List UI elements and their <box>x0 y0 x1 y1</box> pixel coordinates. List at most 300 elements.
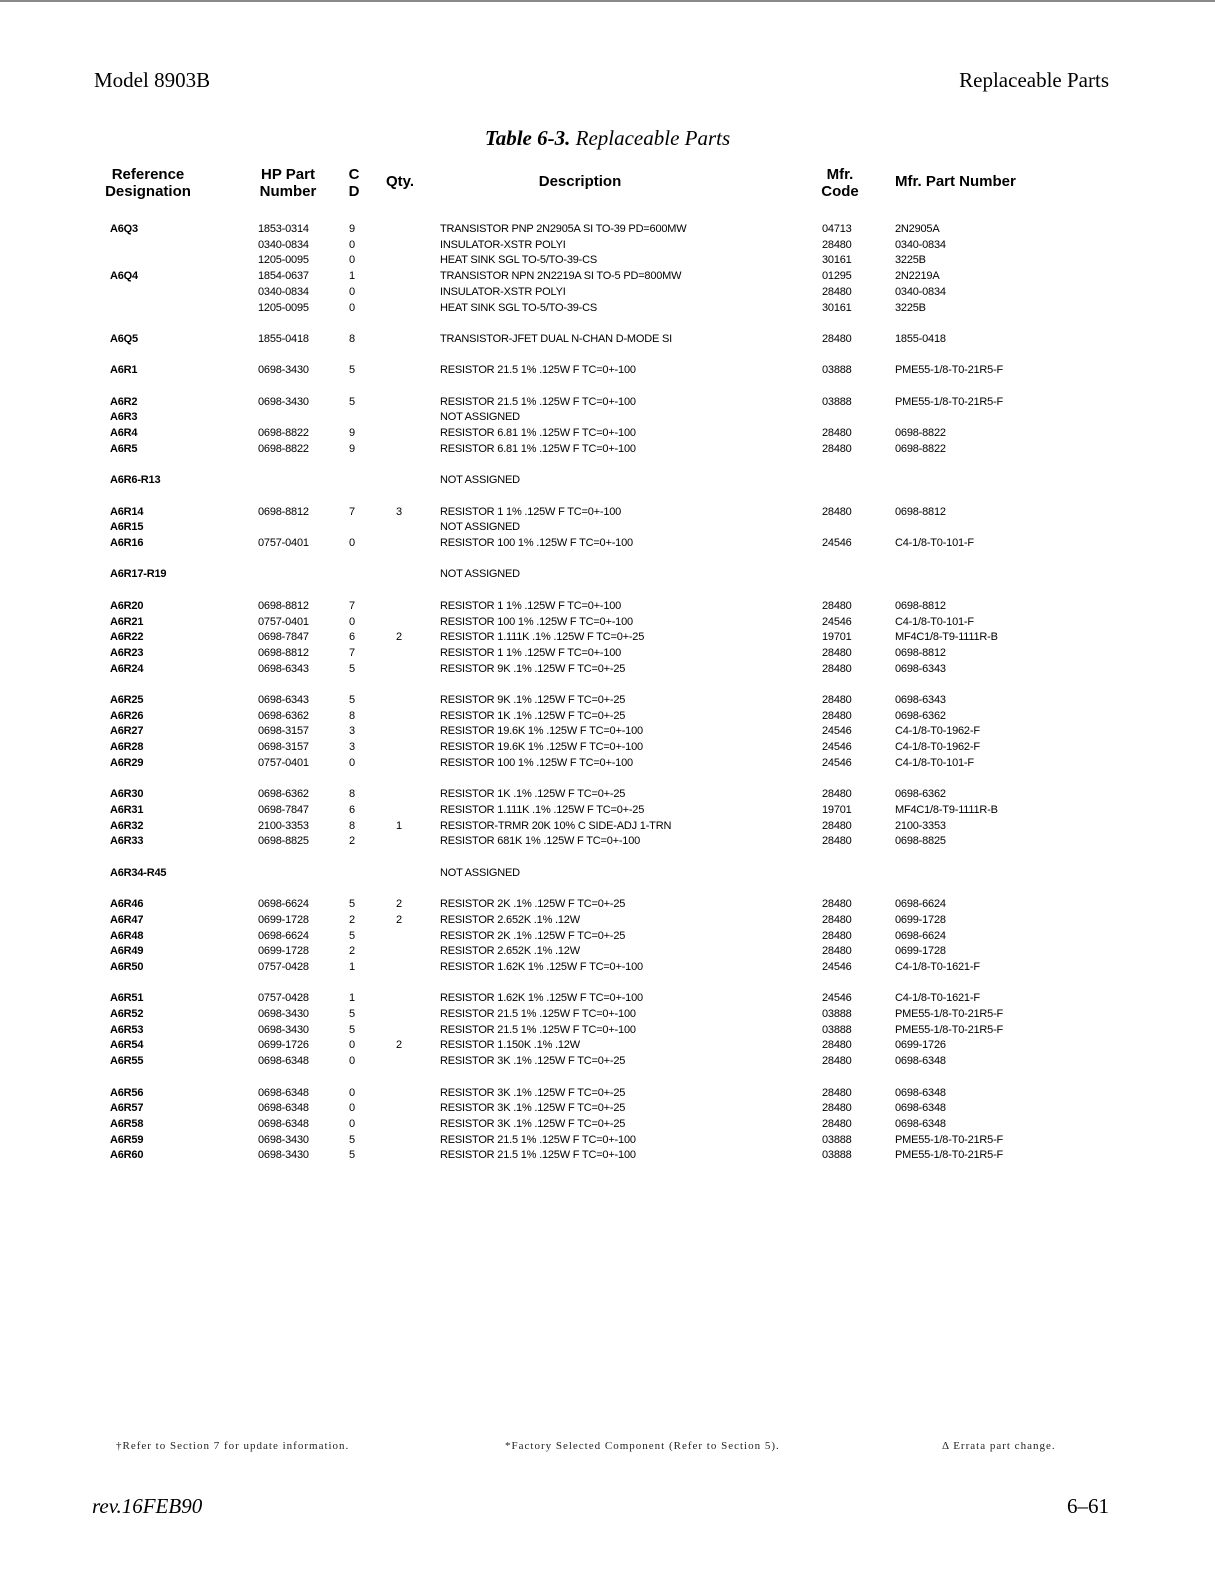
col-head-hp-part-line1: HP Part <box>261 166 315 183</box>
row-mfr-code: 28480 <box>822 1102 852 1115</box>
row-mfr-code: 28480 <box>822 898 852 911</box>
row-description: RESISTOR 681K 1% .125W F TC=0+-100 <box>440 835 641 848</box>
table-row <box>0 1006 1215 1022</box>
row-hp-part-number: 0698-3157 <box>258 725 309 738</box>
row-check-digit: 5 <box>349 929 355 942</box>
table-row <box>0 943 1215 959</box>
row-mfr-part-number: C4-1/8-T0-1962-F <box>895 741 980 754</box>
row-check-digit: 7 <box>349 646 355 659</box>
row-ref-designation: A6R25 <box>110 694 144 706</box>
table-title-text: Replaceable Parts <box>575 126 731 150</box>
table-row <box>0 519 1215 535</box>
row-description: RESISTOR 19.6K 1% .125W F TC=0+-100 <box>440 725 643 738</box>
row-mfr-code: 28480 <box>822 694 852 706</box>
row-description: INSULATOR-XSTR POLYI <box>440 238 566 251</box>
row-mfr-code: 28480 <box>822 819 852 832</box>
row-mfr-code: 28480 <box>822 442 852 455</box>
row-check-digit: 0 <box>349 615 355 628</box>
row-mfr-code: 03888 <box>822 1149 852 1162</box>
row-mfr-code: 01295 <box>822 270 852 283</box>
row-mfr-code: 03888 <box>822 1023 852 1036</box>
row-ref-designation: A6R58 <box>110 1117 144 1130</box>
table-row <box>0 614 1215 630</box>
table-row <box>0 833 1215 849</box>
row-hp-part-number: 0698-3157 <box>258 741 309 754</box>
row-ref-designation: A6R23 <box>110 646 144 659</box>
row-ref-designation: A6R54 <box>110 1039 144 1052</box>
table-row <box>0 394 1215 410</box>
row-mfr-part-number: 0698-6343 <box>895 694 946 706</box>
row-description: RESISTOR 2.652K .1% .12W <box>440 945 580 958</box>
table-row <box>0 1085 1215 1101</box>
row-hp-part-number: 1854-0637 <box>258 270 309 283</box>
table-row <box>0 362 1215 378</box>
row-quantity: 2 <box>396 631 402 644</box>
row-mfr-part-number: PME55-1/8-T0-21R5-F <box>895 395 1004 408</box>
row-check-digit: 2 <box>349 835 355 848</box>
row-ref-designation: A6R17-R19 <box>110 568 167 581</box>
row-quantity: 1 <box>396 819 402 832</box>
row-mfr-part-number: 3225B <box>895 254 926 267</box>
row-check-digit: 9 <box>349 223 355 235</box>
row-hp-part-number: 0698-7847 <box>258 631 309 644</box>
row-check-digit: 8 <box>349 709 355 722</box>
row-description: RESISTOR 2K .1% .125W F TC=0+-25 <box>440 898 626 911</box>
col-head-reference <box>100 166 196 200</box>
row-description: RESISTOR 3K .1% .125W F TC=0+-25 <box>440 1117 626 1130</box>
table-row <box>0 786 1215 802</box>
row-check-digit: 3 <box>349 741 355 754</box>
row-ref-designation: A6Q4 <box>110 270 138 283</box>
row-hp-part-number: 0699-1728 <box>258 945 309 958</box>
col-head-hp-part-line2: Number <box>259 183 317 200</box>
row-check-digit: 8 <box>349 788 355 801</box>
row-mfr-code: 28480 <box>822 1055 852 1068</box>
row-ref-designation: A6R56 <box>110 1086 144 1099</box>
row-mfr-part-number: MF4C1/8-T9-1111R-B <box>895 803 998 816</box>
row-hp-part-number: 0698-3430 <box>258 364 309 377</box>
row-description: NOT ASSIGNED <box>440 474 520 487</box>
row-check-digit: 0 <box>349 1039 355 1052</box>
row-mfr-code: 28480 <box>822 913 852 926</box>
row-ref-designation: A6R48 <box>110 929 144 942</box>
table-row <box>0 755 1215 771</box>
table-row <box>0 1132 1215 1148</box>
row-ref-designation: A6R14 <box>110 505 144 518</box>
row-mfr-part-number: PME55-1/8-T0-21R5-F <box>895 1149 1004 1162</box>
row-check-digit: 6 <box>349 631 355 644</box>
row-ref-designation: A6R6-R13 <box>110 474 161 487</box>
row-hp-part-number: 0698-8822 <box>258 427 309 440</box>
row-mfr-part-number: 0340-0834 <box>895 238 946 251</box>
row-mfr-part-number: 0698-8822 <box>895 442 946 455</box>
col-head-hp-part <box>250 166 326 200</box>
col-head-mfr-code-line1: Mfr. <box>826 166 854 183</box>
row-mfr-code: 04713 <box>822 223 852 235</box>
row-mfr-part-number: C4-1/8-T0-101-F <box>895 756 974 769</box>
row-mfr-code: 30161 <box>822 301 852 314</box>
row-hp-part-number: 0698-3430 <box>258 1133 309 1146</box>
row-description: RESISTOR 1.111K .1% .125W F TC=0+-25 <box>440 631 645 644</box>
table-row <box>0 1116 1215 1132</box>
row-description: RESISTOR 1K .1% .125W F TC=0+-25 <box>440 788 626 801</box>
table-row <box>0 865 1215 881</box>
row-mfr-part-number: 0698-6362 <box>895 709 946 722</box>
col-head-mfr-part-number: Mfr. Part Number <box>895 173 1016 190</box>
row-ref-designation: A6R28 <box>110 741 144 754</box>
row-mfr-part-number: 0698-8812 <box>895 646 946 659</box>
row-check-digit: 3 <box>349 725 355 738</box>
table-row <box>0 896 1215 912</box>
row-check-digit: 0 <box>349 301 355 314</box>
row-hp-part-number: 0698-3430 <box>258 1008 309 1020</box>
row-ref-designation: A6R15 <box>110 521 144 534</box>
row-description: RESISTOR 100 1% .125W F TC=0+-100 <box>440 756 633 769</box>
table-row <box>0 739 1215 755</box>
row-mfr-code: 03888 <box>822 364 852 377</box>
row-mfr-part-number: 0698-6624 <box>895 929 946 942</box>
row-check-digit: 7 <box>349 505 355 518</box>
row-mfr-code: 24546 <box>822 615 852 628</box>
row-mfr-code: 19701 <box>822 631 852 644</box>
table-row <box>0 692 1215 708</box>
row-mfr-code: 24546 <box>822 960 852 973</box>
row-ref-designation: A6R20 <box>110 599 144 612</box>
row-hp-part-number: 0698-7847 <box>258 803 309 816</box>
row-hp-part-number: 0698-8812 <box>258 505 309 518</box>
row-description: RESISTOR 3K .1% .125W F TC=0+-25 <box>440 1086 626 1099</box>
row-hp-part-number: 0757-0401 <box>258 756 309 769</box>
table-row <box>0 708 1215 724</box>
row-ref-designation: A6R2 <box>110 395 138 408</box>
row-ref-designation: A6R31 <box>110 803 144 816</box>
row-ref-designation: A6R34-R45 <box>110 866 167 879</box>
col-head-reference-line2: Designation <box>105 183 191 200</box>
row-description: NOT ASSIGNED <box>440 568 520 581</box>
table-row <box>0 300 1215 316</box>
table-row <box>0 1147 1215 1163</box>
row-ref-designation: A6R5 <box>110 442 138 455</box>
row-description: RESISTOR 6.81 1% .125W F TC=0+-100 <box>440 442 636 455</box>
row-hp-part-number: 1205-0095 <box>258 254 309 267</box>
revision-date: rev.16FEB90 <box>92 1494 203 1518</box>
row-description: RESISTOR 21.5 1% .125W F TC=0+-100 <box>440 1133 636 1146</box>
row-mfr-code: 28480 <box>822 929 852 942</box>
row-hp-part-number: 0757-0428 <box>258 992 309 1005</box>
header-section: Replaceable Parts <box>959 68 1109 92</box>
row-mfr-code: 28480 <box>822 945 852 958</box>
col-head-cd <box>344 166 364 200</box>
row-mfr-code: 24546 <box>822 741 852 754</box>
row-check-digit: 5 <box>349 694 355 706</box>
row-ref-designation: A6R4 <box>110 427 138 440</box>
row-check-digit: 5 <box>349 662 355 675</box>
table-row <box>0 723 1215 739</box>
row-description: RESISTOR 3K .1% .125W F TC=0+-25 <box>440 1055 626 1068</box>
table-row <box>0 661 1215 677</box>
row-check-digit: 5 <box>349 1149 355 1162</box>
col-head-cd-line2: D <box>348 183 360 200</box>
row-description: NOT ASSIGNED <box>440 866 520 879</box>
row-mfr-part-number: C4-1/8-T0-1621-F <box>895 992 980 1005</box>
row-description: RESISTOR 21.5 1% .125W F TC=0+-100 <box>440 395 636 408</box>
row-check-digit: 0 <box>349 238 355 251</box>
row-check-digit: 8 <box>349 819 355 832</box>
row-mfr-code: 28480 <box>822 285 852 298</box>
row-mfr-part-number: 0698-8825 <box>895 835 946 848</box>
row-mfr-code: 24546 <box>822 725 852 738</box>
row-description: RESISTOR 1 1% .125W F TC=0+-100 <box>440 646 622 659</box>
row-check-digit: 0 <box>349 254 355 267</box>
row-description: RESISTOR 9K .1% .125W F TC=0+-25 <box>440 694 626 706</box>
table-number: Table 6-3. <box>484 126 571 150</box>
row-mfr-part-number: 2N2219A <box>895 270 940 283</box>
row-check-digit: 5 <box>349 364 355 377</box>
row-mfr-code: 03888 <box>822 1133 852 1146</box>
row-ref-designation: A6R47 <box>110 913 144 926</box>
row-ref-designation: A6R16 <box>110 537 144 549</box>
row-mfr-part-number: 1855-0418 <box>895 332 946 345</box>
row-mfr-code: 28480 <box>822 662 852 675</box>
row-description: RESISTOR 21.5 1% .125W F TC=0+-100 <box>440 1023 636 1036</box>
row-hp-part-number: 0698-8822 <box>258 442 309 455</box>
row-check-digit: 5 <box>349 1133 355 1146</box>
row-mfr-part-number: C4-1/8-T0-101-F <box>895 615 974 628</box>
row-description: TRANSISTOR-JFET DUAL N-CHAN D-MODE SI <box>440 332 672 345</box>
row-description: NOT ASSIGNED <box>440 411 520 424</box>
row-check-digit: 1 <box>349 270 355 283</box>
table-row <box>0 598 1215 614</box>
row-description: RESISTOR 3K .1% .125W F TC=0+-25 <box>440 1102 626 1115</box>
row-ref-designation: A6R53 <box>110 1023 144 1036</box>
row-mfr-part-number: 0340-0834 <box>895 285 946 298</box>
row-hp-part-number: 0698-8812 <box>258 646 309 659</box>
row-hp-part-number: 0698-3430 <box>258 1023 309 1036</box>
table-row <box>0 566 1215 582</box>
row-mfr-part-number: 2N2905A <box>895 223 940 235</box>
table-row <box>0 990 1215 1006</box>
row-mfr-part-number: MF4C1/8-T9-1111R-B <box>895 631 998 644</box>
row-hp-part-number: 0698-6343 <box>258 694 309 706</box>
row-check-digit: 2 <box>349 913 355 926</box>
row-mfr-part-number: 0698-6624 <box>895 898 946 911</box>
row-description: RESISTOR 1.150K .1% .12W <box>440 1039 580 1052</box>
row-description: HEAT SINK SGL TO-5/TO-39-CS <box>440 254 598 267</box>
table-title <box>0 126 1215 151</box>
table-row <box>0 629 1215 645</box>
row-mfr-part-number: 0698-6362 <box>895 788 946 801</box>
row-mfr-part-number: PME55-1/8-T0-21R5-F <box>895 1023 1004 1036</box>
page-number: 6–61 <box>1067 1494 1109 1518</box>
col-head-description: Description <box>538 173 622 190</box>
row-quantity: 2 <box>396 913 402 926</box>
row-ref-designation: A6R59 <box>110 1133 144 1146</box>
row-description: RESISTOR 19.6K 1% .125W F TC=0+-100 <box>440 741 643 754</box>
row-check-digit: 2 <box>349 945 355 958</box>
row-mfr-code: 24546 <box>822 537 852 549</box>
row-ref-designation: A6Q5 <box>110 332 138 345</box>
row-hp-part-number: 0340-0834 <box>258 285 309 298</box>
row-description: RESISTOR 6.81 1% .125W F TC=0+-100 <box>440 427 636 440</box>
top-rule <box>0 0 1215 2</box>
row-mfr-part-number: 3225B <box>895 301 926 314</box>
row-ref-designation: A6R52 <box>110 1008 144 1020</box>
footnote-factory-selected: *Factory Selected Component (Refer to Section 5). <box>505 1440 780 1452</box>
row-mfr-code: 28480 <box>822 427 852 440</box>
row-ref-designation: A6R55 <box>110 1055 144 1068</box>
row-hp-part-number: 0698-8812 <box>258 599 309 612</box>
row-mfr-part-number: PME55-1/8-T0-21R5-F <box>895 1008 1004 1020</box>
row-check-digit: 0 <box>349 537 355 549</box>
row-description: TRANSISTOR NPN 2N2219A SI TO-5 PD=800MW <box>440 270 682 283</box>
row-ref-designation: A6R32 <box>110 819 144 832</box>
row-ref-designation: A6R33 <box>110 835 144 848</box>
row-mfr-part-number: 0698-6343 <box>895 662 946 675</box>
row-description: RESISTOR 1.62K 1% .125W F TC=0+-100 <box>440 992 643 1005</box>
row-check-digit: 7 <box>349 599 355 612</box>
row-mfr-code: 28480 <box>822 332 852 345</box>
row-description: RESISTOR 1 1% .125W F TC=0+-100 <box>440 599 622 612</box>
footnote-errata: Δ Errata part change. <box>942 1440 1056 1452</box>
row-check-digit: 9 <box>349 427 355 440</box>
row-mfr-part-number: 0699-1728 <box>895 913 946 926</box>
row-hp-part-number: 1853-0314 <box>258 223 309 235</box>
row-ref-designation: A6R26 <box>110 709 144 722</box>
header-model: Model 8903B <box>94 68 211 92</box>
row-hp-part-number: 0698-6348 <box>258 1055 309 1068</box>
row-description: NOT ASSIGNED <box>440 521 520 534</box>
row-check-digit: 9 <box>349 442 355 455</box>
table-row <box>0 1053 1215 1069</box>
row-check-digit: 8 <box>349 332 355 345</box>
row-ref-designation: A6R29 <box>110 756 144 769</box>
row-ref-designation: A6R49 <box>110 945 144 958</box>
row-hp-part-number: 0698-6343 <box>258 662 309 675</box>
table-row <box>0 1100 1215 1116</box>
row-ref-designation: A6R57 <box>110 1102 144 1115</box>
row-mfr-code: 28480 <box>822 238 852 251</box>
table-row <box>0 425 1215 441</box>
row-description: RESISTOR 2.652K .1% .12W <box>440 913 580 926</box>
row-ref-designation: A6R21 <box>110 615 144 628</box>
row-mfr-code: 28480 <box>822 1086 852 1099</box>
row-check-digit: 0 <box>349 1117 355 1130</box>
row-quantity: 2 <box>396 898 402 911</box>
row-ref-designation: A6Q3 <box>110 223 138 235</box>
row-description: RESISTOR 9K .1% .125W F TC=0+-25 <box>440 662 626 675</box>
row-hp-part-number: 0698-3430 <box>258 1149 309 1162</box>
row-description: RESISTOR-TRMR 20K 10% C SIDE-ADJ 1-TRN <box>440 819 672 832</box>
row-hp-part-number: 0699-1726 <box>258 1039 309 1052</box>
row-mfr-part-number: 2100-3353 <box>895 819 946 832</box>
row-quantity: 3 <box>396 505 402 518</box>
row-hp-part-number: 0698-6348 <box>258 1086 309 1099</box>
row-check-digit: 0 <box>349 756 355 769</box>
table-row <box>0 928 1215 944</box>
row-mfr-code: 28480 <box>822 1117 852 1130</box>
table-row <box>0 252 1215 268</box>
row-check-digit: 0 <box>349 285 355 298</box>
row-mfr-code: 28480 <box>822 599 852 612</box>
table-row <box>0 441 1215 457</box>
row-hp-part-number: 0698-3430 <box>258 395 309 408</box>
row-check-digit: 5 <box>349 1023 355 1036</box>
row-check-digit: 1 <box>349 992 355 1005</box>
footnote-update-info: †Refer to Section 7 for update information. <box>116 1440 350 1452</box>
row-mfr-code: 19701 <box>822 803 852 816</box>
row-mfr-code: 30161 <box>822 254 852 267</box>
row-check-digit: 1 <box>349 960 355 973</box>
row-description: RESISTOR 21.5 1% .125W F TC=0+-100 <box>440 1008 636 1020</box>
row-mfr-part-number: C4-1/8-T0-1621-F <box>895 960 980 973</box>
row-hp-part-number: 0340-0834 <box>258 238 309 251</box>
table-row <box>0 409 1215 425</box>
row-quantity: 2 <box>396 1039 402 1052</box>
row-hp-part-number: 0757-0401 <box>258 537 309 549</box>
row-mfr-part-number: C4-1/8-T0-1962-F <box>895 725 980 738</box>
row-mfr-code: 28480 <box>822 505 852 518</box>
table-row <box>0 268 1215 284</box>
row-mfr-code: 28480 <box>822 646 852 659</box>
row-description: INSULATOR-XSTR POLYI <box>440 285 566 298</box>
row-ref-designation: A6R24 <box>110 662 144 675</box>
row-check-digit: 0 <box>349 1102 355 1115</box>
table-row <box>0 221 1215 237</box>
row-mfr-part-number: 0699-1726 <box>895 1039 946 1052</box>
row-hp-part-number: 0699-1728 <box>258 913 309 926</box>
row-mfr-code: 28480 <box>822 835 852 848</box>
row-mfr-code: 24546 <box>822 992 852 1005</box>
row-check-digit: 5 <box>349 1008 355 1020</box>
table-row <box>0 645 1215 661</box>
row-hp-part-number: 0698-8825 <box>258 835 309 848</box>
row-hp-part-number: 0698-6624 <box>258 929 309 942</box>
row-ref-designation: A6R27 <box>110 725 144 738</box>
row-mfr-part-number: 0698-6348 <box>895 1117 946 1130</box>
row-description: RESISTOR 100 1% .125W F TC=0+-100 <box>440 615 633 628</box>
row-hp-part-number: 0698-6362 <box>258 788 309 801</box>
col-head-reference-line1: Reference <box>111 166 185 183</box>
row-mfr-part-number: PME55-1/8-T0-21R5-F <box>895 364 1004 377</box>
row-mfr-code: 03888 <box>822 395 852 408</box>
row-hp-part-number: 0757-0401 <box>258 615 309 628</box>
table-row <box>0 284 1215 300</box>
row-check-digit: 5 <box>349 898 355 911</box>
row-hp-part-number: 0698-6348 <box>258 1117 309 1130</box>
row-mfr-code: 28480 <box>822 709 852 722</box>
row-ref-designation: A6R60 <box>110 1149 144 1162</box>
row-ref-designation: A6R3 <box>110 411 138 424</box>
row-hp-part-number: 1855-0418 <box>258 332 309 345</box>
table-row <box>0 1037 1215 1053</box>
row-description: RESISTOR 21.5 1% .125W F TC=0+-100 <box>440 1149 636 1162</box>
row-mfr-part-number: 0698-8822 <box>895 427 946 440</box>
row-hp-part-number: 1205-0095 <box>258 301 309 314</box>
table-row <box>0 472 1215 488</box>
row-ref-designation: A6R1 <box>110 364 138 377</box>
row-hp-part-number: 0757-0428 <box>258 960 309 973</box>
table-row <box>0 237 1215 253</box>
row-ref-designation: A6R22 <box>110 631 144 644</box>
row-mfr-part-number: 0698-6348 <box>895 1102 946 1115</box>
row-description: TRANSISTOR PNP 2N2905A SI TO-39 PD=600MW <box>440 223 687 235</box>
table-row <box>0 818 1215 834</box>
row-description: RESISTOR 1K .1% .125W F TC=0+-25 <box>440 709 626 722</box>
col-head-mfr-code-line2: Code <box>821 183 859 200</box>
row-ref-designation: A6R46 <box>110 898 144 911</box>
table-row <box>0 535 1215 551</box>
row-mfr-code: 28480 <box>822 788 852 801</box>
